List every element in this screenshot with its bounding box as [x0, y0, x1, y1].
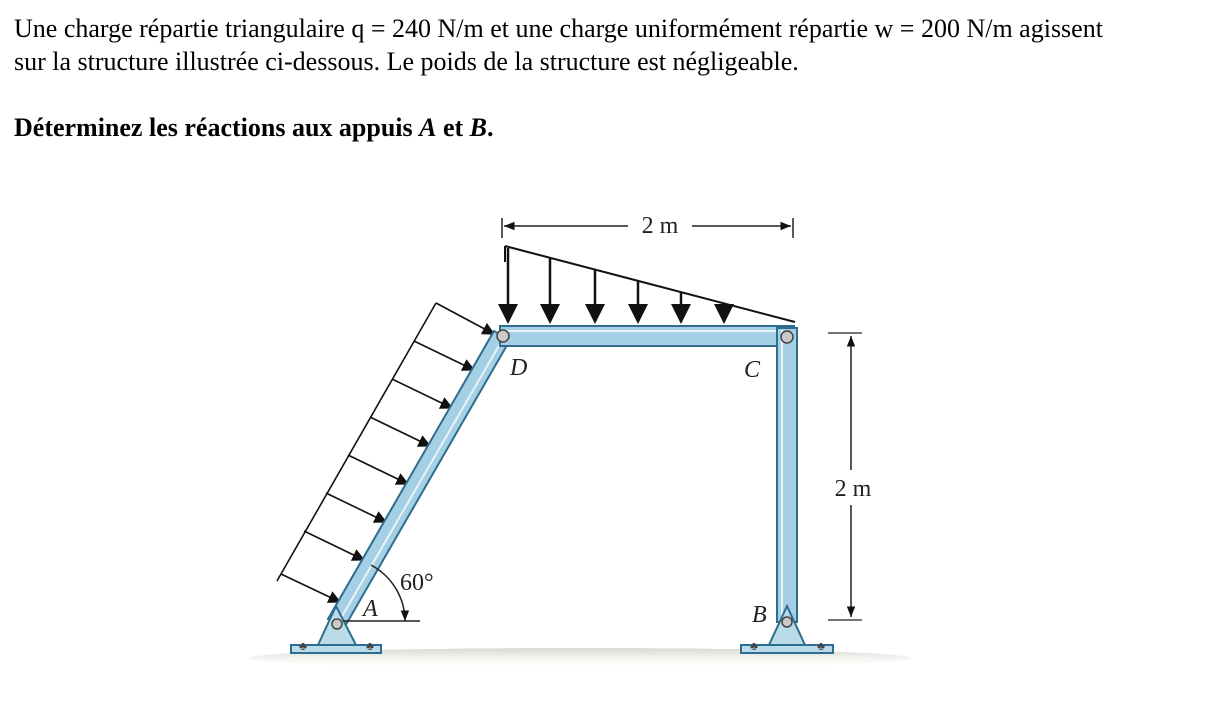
load-arrow — [348, 455, 408, 484]
question-mid: et — [436, 113, 470, 142]
svg-text:♣: ♣ — [750, 639, 758, 653]
dimension-right — [828, 333, 872, 620]
question-suffix: . — [487, 113, 494, 142]
dimension-top — [502, 213, 793, 239]
problem-line-2: sur la structure illustrée ci-dessous. Le poids de la structure est négligeable. — [14, 47, 799, 76]
svg-text:♣: ♣ — [299, 639, 307, 653]
question-support-b: B — [469, 113, 488, 142]
label-a: A — [363, 596, 378, 622]
label-c: C — [744, 357, 761, 383]
load-arrow — [436, 303, 494, 334]
label-d: D — [510, 355, 528, 381]
load-arrow — [392, 379, 452, 408]
member-cb — [777, 328, 797, 622]
angle-label: 60° — [400, 570, 434, 596]
triangular-load — [505, 246, 795, 322]
problem-line-1: Une charge répartie triangulaire q = 240 N/m et une charge uniformément répartie w = 200 N/m agissent — [14, 14, 1103, 43]
dimension-right-label: 2 m — [834, 476, 872, 502]
load-arrow — [281, 574, 340, 602]
load-arrow — [326, 493, 386, 522]
pin-d — [497, 330, 509, 342]
load-arrow — [304, 531, 364, 560]
svg-text:♣: ♣ — [817, 639, 825, 653]
svg-text:♣: ♣ — [366, 639, 374, 653]
load-arrow — [370, 417, 430, 446]
label-b: B — [752, 602, 767, 628]
dimension-top-label: 2 m — [641, 213, 679, 239]
pin-a — [332, 619, 342, 629]
pin-b — [782, 617, 792, 627]
pin-c — [781, 331, 793, 343]
question-prefix: Déterminez les réactions aux appuis — [14, 113, 420, 142]
load-arrow — [414, 341, 474, 370]
member-dc — [500, 326, 794, 346]
question-support-a: A — [419, 113, 437, 142]
